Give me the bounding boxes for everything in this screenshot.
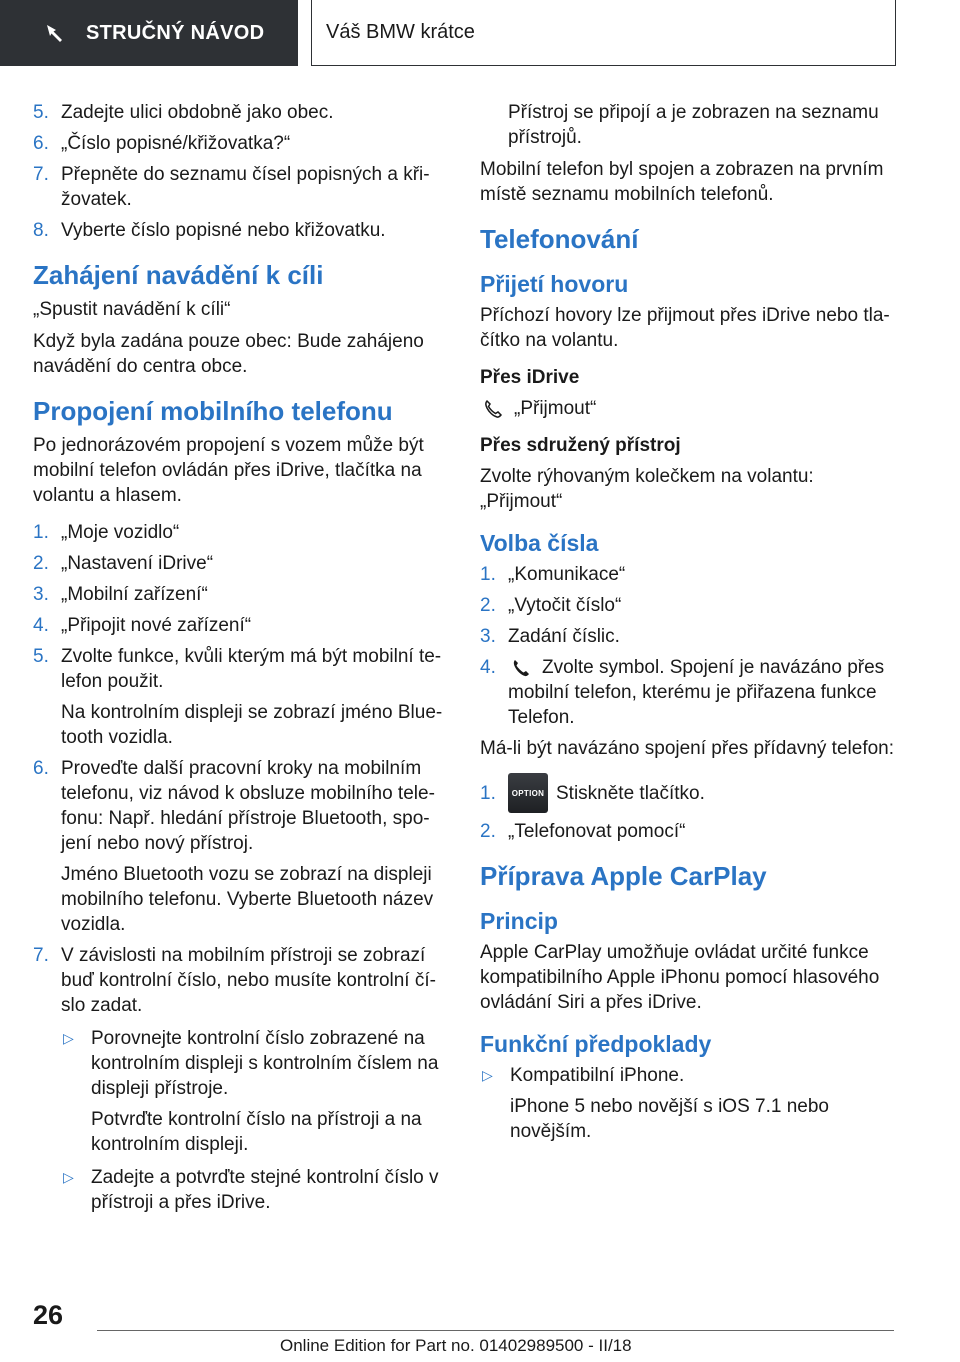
paragraph: Zvolte rýhovaným kolečkem na volantu: „Přijmout“ [480, 466, 814, 512]
list-number: 5. [33, 102, 49, 123]
list-item [33, 162, 447, 212]
list-number: 7. [33, 164, 49, 185]
list-number: 1. [480, 564, 496, 585]
list-text: „Komunikace“ [508, 564, 626, 585]
page-number: 26 [33, 1300, 64, 1330]
phone-icon [480, 398, 506, 420]
idrive-accept-line [480, 396, 894, 421]
list-number: 1. [33, 522, 49, 543]
list-item [480, 655, 894, 730]
heading-start-navigation: Zahájení navádění k cíli [33, 260, 324, 290]
list-text: „Číslo popisné/křižovatka?“ [61, 133, 291, 154]
list-number: 6. [33, 133, 49, 154]
list-text: „Vytočit číslo“ [508, 595, 622, 616]
list-text: Vyberte číslo popisné nebo křižovatku. [61, 220, 386, 241]
list-text: Zvolte funkce, kvůli kterým má být mobilní telefon použit. [61, 646, 442, 692]
list-number: 7. [33, 945, 49, 966]
list-text: „Nastavení iDrive“ [61, 553, 214, 574]
idrive-accept-text: „Přijmout“ [514, 398, 597, 419]
triangle-bullet-icon: ▷ [63, 1169, 74, 1185]
list-number: 3. [33, 584, 49, 605]
list-text: V závislosti na mobilním přístroji se zobrazí buď kontrolní číslo, nebo musíte kontrolní číslo zadat. [61, 945, 436, 1016]
list-number: 2. [480, 595, 496, 616]
list-text: Stiskněte tlačítko. [556, 782, 705, 804]
heading-pair-phone: Propojení mobilního telefonu [33, 396, 393, 426]
paragraph: Po jednorázovém propojení s vozem může být mobilní telefon ovládán přes iDrive, tlačítka na volantu a hlasem. [33, 435, 424, 506]
list-item [33, 644, 447, 750]
triangle-bullet-icon: ▷ [63, 1030, 74, 1046]
list-text: Zadejte ulici obdobně jako obec. [61, 102, 334, 123]
list-number: 2. [33, 553, 49, 574]
heading-carplay: Příprava Apple CarPlay [480, 861, 767, 891]
paragraph: „Spustit navádění k cíli“ [33, 299, 231, 320]
phone-icon [508, 657, 534, 679]
heading-principle: Princip [480, 908, 558, 934]
heading-accept-call: Přijetí hovoru [480, 271, 629, 297]
list-number: 5. [33, 646, 49, 667]
list-item [33, 582, 447, 607]
list-text: Zadání číslic. [508, 626, 620, 647]
right-column [480, 100, 894, 1144]
list-item [480, 624, 894, 649]
list-item [33, 613, 447, 638]
list-number: 1. [480, 782, 496, 804]
option-button[interactable] [508, 773, 548, 813]
bullet-item [61, 1026, 447, 1157]
paragraph: Apple CarPlay umožňuje ovládat určité funkce kompatibilního Apple iPhonu pomocí hlasového ovládání Siri a přes iDrive. [480, 942, 880, 1013]
list-text: Proveďte další pracovní kroky na mobilním telefonu, viz návod k obsluze mobilního telefonu: Např. hledání přístroje Bluetooth, spojení nebo nový přístroj. [61, 758, 435, 854]
option-button-label: OPTION [511, 788, 545, 798]
list-subtext: Jméno Bluetooth vozu se zobrazí na displeji mobilního telefonu. Vyberte Bluetooth název vozidla. [61, 864, 434, 935]
list-number: 6. [33, 758, 49, 779]
bullet-text: Kompatibilní iPhone. [510, 1065, 685, 1086]
paragraph: Přístroj se připojí a je zobrazen na seznamu přístrojů. [508, 102, 879, 148]
footer-edition: Online Edition for Part no. 01402989500 - II/18 [280, 1336, 632, 1355]
tab-your-bmw-label: Váš BMW krátce [326, 21, 475, 43]
list-subtext: Na kontrolním displeji se zobrazí jméno Bluetooth vozidla. [61, 702, 443, 748]
list-item [33, 756, 447, 937]
footer-divider [97, 1330, 894, 1331]
tab-quick-guide-label: STRUČNÝ NÁVOD [86, 21, 265, 44]
page-header [0, 0, 960, 66]
bullet-subtext: iPhone 5 nebo novější s iOS 7.1 nebo novějším. [510, 1096, 830, 1142]
tab-quick-guide[interactable] [0, 0, 298, 66]
list-number: 8. [33, 220, 49, 241]
list-text: „Připojit nové zařízení“ [61, 615, 252, 636]
heading-telephony: Telefonování [480, 224, 639, 254]
list-text [508, 655, 894, 730]
list-text: „Mobilní zařízení“ [61, 584, 208, 605]
paragraph: Má-li být navázáno spojení přes přídavný telefon: [480, 738, 895, 759]
heading-dial-number: Volba čísla [480, 530, 599, 556]
list-text: Přepněte do seznamu čísel popisných a křižovatek. [61, 164, 430, 210]
list-item [480, 562, 894, 587]
list-number: 2. [480, 821, 496, 842]
bullet-text: Porovnejte kontrolní číslo zobrazené na kontrolním displeji s kontrolním číslem na displeji přístroje. [91, 1028, 439, 1099]
list-item [33, 520, 447, 545]
list-item [480, 819, 894, 844]
list-item [33, 943, 447, 1215]
list-text: „Moje vozidlo“ [61, 522, 180, 543]
list-item [33, 131, 447, 156]
quickguide-arrow-icon [44, 22, 66, 44]
bullet-subtext: Potvrďte kontrolní číslo na přístroji a na kontrolním displeji. [91, 1109, 422, 1155]
list-item [33, 218, 447, 243]
left-column [33, 100, 447, 1221]
bullet-item [480, 1063, 894, 1144]
heading-requirements: Funkční předpoklady [480, 1031, 712, 1057]
list-number: 4. [480, 657, 496, 678]
tab-your-bmw[interactable] [311, 0, 896, 66]
heading-via-idrive: Přes iDrive [480, 367, 580, 388]
bullet-item [61, 1165, 447, 1215]
list-item [480, 773, 894, 813]
list-item [33, 551, 447, 576]
list-number: 4. [33, 615, 49, 636]
bullet-text: Zadejte a potvrďte stejné kontrolní číslo v přístroji a přes iDrive. [91, 1167, 439, 1213]
heading-via-cluster: Přes sdružený přístroj [480, 435, 681, 456]
dial-step4-text: Zvolte symbol. Spojení je navázáno přes mobilní telefon, kterému je přiřazena funkce Telefon. [508, 657, 885, 728]
list-text: „Telefonovat pomocí“ [508, 821, 686, 842]
list-item [480, 593, 894, 618]
list-number: 3. [480, 626, 496, 647]
paragraph: Mobilní telefon byl spojen a zobrazen na prvním místě seznamu mobilních telefonů. [480, 159, 884, 205]
paragraph: Když byla zadána pouze obec: Bude zahájeno navádění do centra obce. [33, 331, 424, 377]
list-item [33, 100, 447, 125]
triangle-bullet-icon: ▷ [482, 1067, 493, 1083]
paragraph: Příchozí hovory lze přijmout přes iDrive nebo tlačítko na volantu. [480, 305, 890, 351]
